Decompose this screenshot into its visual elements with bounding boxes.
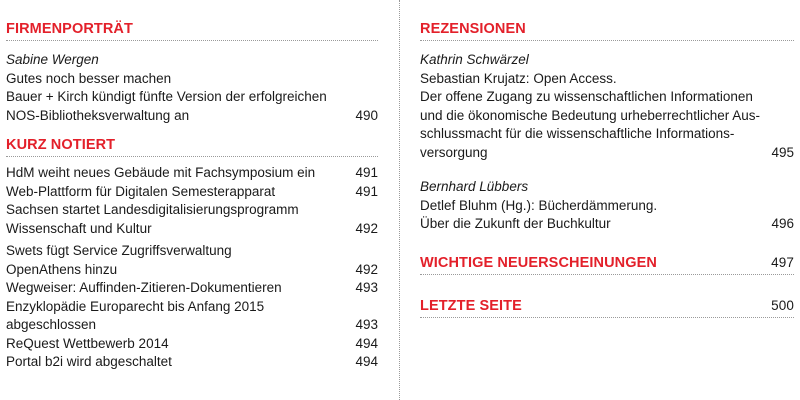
page-number: 500 bbox=[771, 297, 794, 313]
item-text: abgeschlossen bbox=[6, 317, 97, 332]
item-text: Portal b2i wird abgeschaltet bbox=[6, 354, 172, 369]
review-line: Der offene Zugang zu wissenschaftlichen Informationen bbox=[420, 89, 753, 104]
page-number: 490 bbox=[355, 107, 378, 123]
list-item[interactable] bbox=[6, 353, 378, 372]
kurz-notiert-list bbox=[6, 164, 378, 372]
page-number: 494 bbox=[355, 354, 378, 369]
list-item[interactable] bbox=[6, 298, 378, 317]
section-title-kurz-notiert: KURZ NOTIERT bbox=[6, 136, 378, 157]
review-line: schlussmacht für die wissenschaftliche Informations- bbox=[420, 126, 735, 141]
section-title-firmenportraet: FIRMENPORTRÄT bbox=[6, 20, 378, 41]
item-text: Swets fügt Service Zugriffsverwaltung bbox=[6, 243, 232, 258]
item-text: Wissenschaft und Kultur bbox=[6, 220, 152, 236]
item-text: HdM weiht neues Gebäude mit Fachsymposium ein bbox=[6, 165, 316, 180]
item-text: Web-Plattform für Digitalen Semesterapparat bbox=[6, 183, 276, 199]
section-title-rezensionen: REZENSIONEN bbox=[420, 20, 794, 41]
page-number: 496 bbox=[771, 216, 794, 231]
review-line: Über die Zukunft der Buchkultur bbox=[420, 216, 611, 231]
section-title-text: LETZTE SEITE bbox=[420, 297, 522, 314]
review-author: Kathrin Schwärzel bbox=[420, 52, 529, 67]
right-column bbox=[420, 0, 794, 322]
page-number: 494 bbox=[355, 335, 378, 351]
page-number: 493 bbox=[355, 280, 378, 295]
section-title-text: WICHTIGE NEUERSCHEINUNGEN bbox=[420, 254, 657, 271]
list-item[interactable] bbox=[6, 261, 378, 280]
section-title-neuerscheinungen[interactable] bbox=[420, 254, 794, 275]
item-text: Enzyklopädie Europarecht bis Anfang 2015 bbox=[6, 298, 265, 314]
article-entry-last[interactable] bbox=[6, 107, 378, 126]
review-line: Sebastian Krujatz: Open Access. bbox=[420, 70, 617, 86]
left-column bbox=[6, 0, 378, 372]
list-item[interactable] bbox=[6, 279, 378, 298]
page-number: 492 bbox=[355, 261, 378, 277]
review-line: und die ökonomische Bedeutung urheberrechtlicher Aus- bbox=[420, 107, 760, 123]
list-item[interactable] bbox=[6, 183, 378, 202]
list-item[interactable] bbox=[6, 164, 378, 183]
page-number: 491 bbox=[355, 165, 378, 180]
section-title-letzte-seite[interactable] bbox=[420, 297, 794, 318]
page-number: 493 bbox=[355, 317, 378, 332]
item-text: Sachsen startet Landesdigitalisierungsprogramm bbox=[6, 202, 299, 217]
list-item[interactable] bbox=[6, 316, 378, 335]
page-number: 495 bbox=[771, 144, 794, 160]
page-number: 497 bbox=[771, 254, 794, 270]
item-text: OpenAthens hinzu bbox=[6, 261, 118, 277]
page-number: 491 bbox=[355, 183, 378, 199]
list-item[interactable] bbox=[6, 335, 378, 354]
review-line: versorgung bbox=[420, 144, 488, 160]
review-line: Detlef Bluhm (Hg.): Bücherdämmerung. bbox=[420, 197, 658, 213]
review-entry-last[interactable] bbox=[420, 144, 794, 163]
column-divider bbox=[399, 0, 400, 400]
item-text: ReQuest Wettbewerb 2014 bbox=[6, 335, 169, 351]
item-text: Wegweiser: Auffinden-Zitieren-Dokumentieren bbox=[6, 280, 282, 295]
review-entry-last[interactable] bbox=[420, 215, 794, 234]
review-author: Bernhard Lübbers bbox=[420, 179, 529, 194]
article-line: NOS-Bibliotheksverwaltung an bbox=[6, 107, 190, 123]
article-author: Sabine Wergen bbox=[6, 52, 99, 67]
list-item[interactable] bbox=[6, 242, 378, 261]
article-line: Bauer + Kirch kündigt fünfte Version der erfolgreichen bbox=[6, 89, 327, 104]
page-number: 492 bbox=[355, 220, 378, 236]
list-item[interactable] bbox=[6, 220, 378, 239]
article-line: Gutes noch besser machen bbox=[6, 70, 172, 86]
list-item[interactable] bbox=[6, 201, 378, 220]
